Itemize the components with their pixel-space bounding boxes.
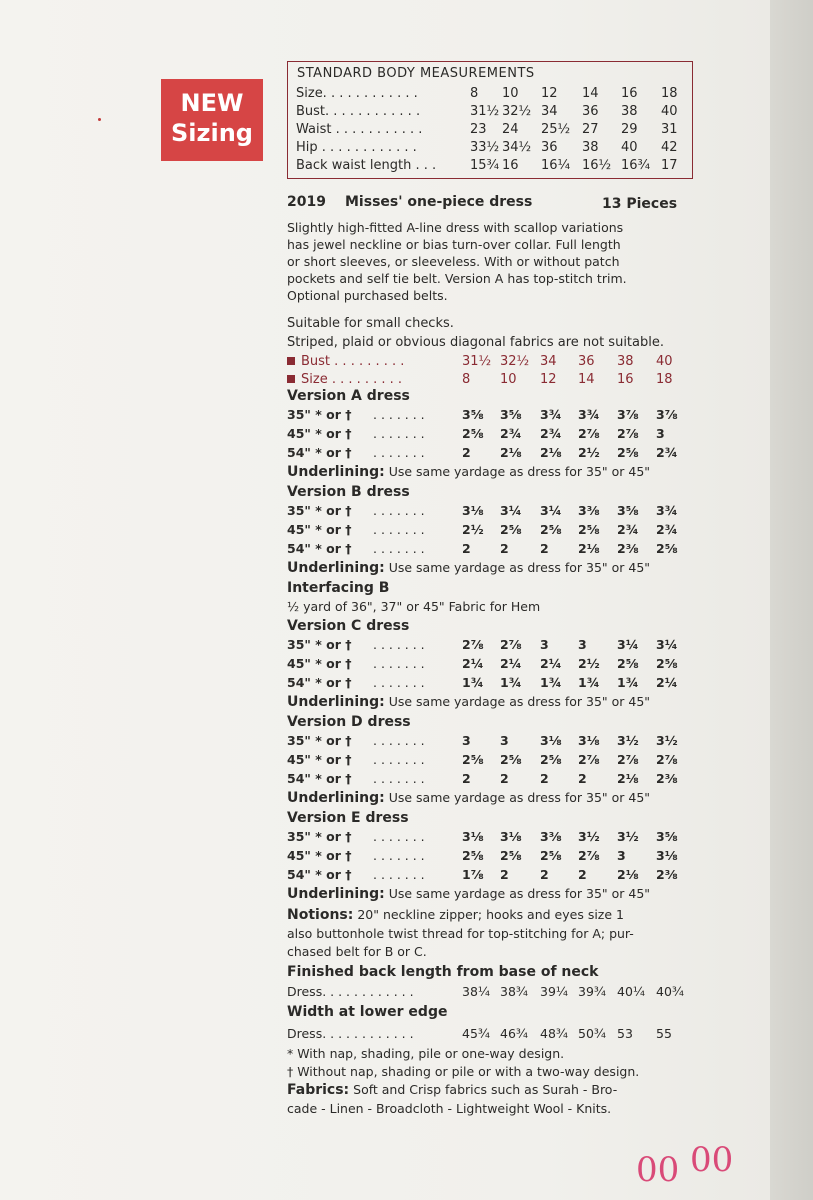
yardage-value: 3⅛	[462, 503, 484, 518]
version-note: ½ yard of 36", 37" or 45" Fabric for Hem	[287, 599, 541, 614]
yardage-value: 2⅞	[578, 848, 600, 863]
pattern-number: 2019	[287, 194, 326, 210]
yardage-value: 2	[462, 445, 471, 460]
yardage-value: 2⅝	[540, 848, 562, 863]
yardage-value: 3	[500, 733, 509, 748]
yardage-label: 35" * or †	[287, 829, 352, 844]
underlining-label: Underlining:	[287, 886, 385, 902]
description-line: has jewel neckline or bias turn-over collar. Full length	[287, 237, 621, 252]
pattern-pieces: 13 Pieces	[602, 196, 678, 212]
std-value: 14	[582, 86, 599, 101]
yardage-value: 2½	[578, 656, 600, 671]
yardage-value: 2⅛	[540, 445, 562, 460]
yardage-value: 2⅝	[462, 752, 484, 767]
width-value: 50¾	[578, 1026, 607, 1041]
dot-leader: . . . . . . .	[373, 675, 425, 690]
yardage-value: 3⅞	[656, 407, 678, 422]
yardage-value: 2⅜	[617, 541, 639, 556]
finished-value: 39¾	[578, 984, 607, 999]
yardage-value: 3	[578, 637, 587, 652]
yardage-value: 3¼	[617, 637, 639, 652]
std-row-label: Back waist length . . .	[296, 158, 437, 173]
yardage-value: 2⅝	[656, 541, 678, 556]
underlining-text: Use same yardage as dress for 35" or 45"	[384, 694, 651, 709]
fabrics-label: Fabrics:	[287, 1082, 350, 1098]
yardage-label: 45" * or †	[287, 848, 352, 863]
yardage-label: 35" * or †	[287, 733, 352, 748]
yardage-value: 2½	[578, 445, 600, 460]
std-value: 16¼	[541, 158, 571, 173]
std-value: 12	[541, 86, 558, 101]
version-title: Interfacing B	[287, 580, 390, 596]
yardage-value: 2⅝	[500, 522, 522, 537]
finished-value: 38¾	[500, 984, 529, 999]
std-value: 24	[502, 122, 519, 137]
fabrics-text: Soft and Crisp fabrics such as Surah - Bro-	[349, 1082, 618, 1097]
pen-mark-2: 00	[690, 1140, 734, 1180]
badge-line-1: NEW	[180, 89, 244, 117]
footnote: † Without nap, shading or pile or with a two-way design.	[287, 1064, 640, 1079]
red-dot	[98, 118, 101, 121]
yardage-value: 2⅞	[462, 637, 484, 652]
yardage-value: 1¾	[617, 675, 639, 690]
std-row-label: Bust. . . . . . . . . . . .	[296, 104, 421, 119]
std-row-label: Hip . . . . . . . . . . . .	[296, 140, 417, 155]
yardage-value: 3⅛	[500, 829, 522, 844]
yardage-value: 3⅛	[578, 733, 600, 748]
underlining-label: Underlining:	[287, 694, 385, 710]
yardage-value: 2¼	[500, 656, 522, 671]
description-line: pockets and self tie belt. Version A has top-stitch trim.	[287, 271, 627, 286]
yardage-value: 1¾	[578, 675, 600, 690]
std-value: 36	[541, 140, 558, 155]
yardage-value: 2½	[462, 522, 484, 537]
yardage-value: 2¼	[656, 675, 678, 690]
std-value: 27	[582, 122, 599, 137]
width-value: 48¾	[540, 1026, 569, 1041]
yardage-value: 3⅛	[462, 829, 484, 844]
size-header-value: 38	[617, 354, 634, 369]
yardage-value: 2⅝	[462, 426, 484, 441]
yardage-value: 2⅝	[656, 656, 678, 671]
yardage-value: 3½	[617, 829, 639, 844]
std-value: 36	[582, 104, 599, 119]
std-value: 16	[502, 158, 519, 173]
dot-leader: . . . . . . .	[373, 829, 425, 844]
yardage-value: 2⅛	[578, 541, 600, 556]
std-value: 8	[470, 86, 479, 101]
yardage-label: 35" * or †	[287, 503, 352, 518]
yardage-value: 2	[500, 541, 509, 556]
width-value: 46¾	[500, 1026, 529, 1041]
yardage-value: 2	[540, 541, 549, 556]
finished-value: 38¼	[462, 984, 491, 999]
underlining-line	[287, 694, 650, 710]
std-value: 38	[582, 140, 599, 155]
yardage-value: 1⅞	[462, 867, 484, 882]
std-value: 42	[661, 140, 678, 155]
description-line: Optional purchased belts.	[287, 288, 448, 303]
dot-leader: . . . . . . .	[373, 407, 425, 422]
yardage-value: 3⅛	[656, 848, 678, 863]
size-header-value: 18	[656, 372, 673, 387]
yardage-label: 54" * or †	[287, 771, 352, 786]
underlining-label: Underlining:	[287, 464, 385, 480]
badge-line-2: Sizing	[171, 119, 253, 147]
yardage-value: 2	[540, 867, 549, 882]
notions-line: also buttonhole twist thread for top-stitching for A; pur-	[287, 926, 634, 941]
finished-label: Dress. . . . . . . . . . . .	[287, 984, 414, 999]
yardage-value: 2⅞	[578, 752, 600, 767]
std-value: 25½	[541, 122, 571, 137]
width-value: 55	[656, 1026, 672, 1041]
yardage-value: 3½	[617, 733, 639, 748]
width-title: Width at lower edge	[287, 1004, 448, 1020]
size-header-label: Size . . . . . . . . .	[287, 372, 402, 387]
underlining-text: Use same yardage as dress for 35" or 45"	[384, 886, 651, 901]
yardage-value: 1¾	[500, 675, 522, 690]
pen-mark-1: 00	[636, 1150, 680, 1190]
finished-value: 39¼	[540, 984, 569, 999]
yardage-value: 2⅜	[656, 771, 678, 786]
std-value: 31½	[470, 104, 500, 119]
size-header-value: 36	[578, 354, 595, 369]
dot-leader: . . . . . . .	[373, 848, 425, 863]
yardage-value: 2⅞	[500, 637, 522, 652]
yardage-value: 2⅞	[617, 752, 639, 767]
footnote: * With nap, shading, pile or one-way design.	[287, 1046, 565, 1061]
yardage-value: 2¼	[540, 656, 562, 671]
fabrics-line: cade - Linen - Broadcloth - Lightweight Wool - Knits.	[287, 1101, 612, 1116]
yardage-value: 3½	[656, 733, 678, 748]
yardage-value: 2⅝	[540, 752, 562, 767]
notions-line	[287, 907, 624, 923]
std-value: 15¾	[470, 158, 500, 173]
yardage-label: 54" * or †	[287, 675, 352, 690]
std-value: 33½	[470, 140, 500, 155]
yardage-value: 3	[617, 848, 626, 863]
std-value: 16¾	[621, 158, 651, 173]
yardage-value: 2⅝	[617, 445, 639, 460]
yardage-value: 3¼	[540, 503, 562, 518]
size-header-value: 16	[617, 372, 634, 387]
yardage-value: 2¾	[540, 426, 562, 441]
size-header-value: 31½	[462, 354, 492, 369]
dot-leader: . . . . . . .	[373, 426, 425, 441]
version-title: Version B dress	[287, 484, 410, 500]
underlining-label: Underlining:	[287, 790, 385, 806]
version-title: Version D dress	[287, 714, 411, 730]
dot-leader: . . . . . . .	[373, 503, 425, 518]
not-suitable-note: Striped, plaid or obvious diagonal fabrics are not suitable.	[287, 335, 664, 350]
width-value: 45¾	[462, 1026, 491, 1041]
yardage-label: 54" * or †	[287, 541, 352, 556]
version-title: Version A dress	[287, 388, 410, 404]
yardage-label: 35" * or †	[287, 637, 352, 652]
underlining-text: Use same yardage as dress for 35" or 45"	[384, 790, 651, 805]
yardage-value: 3⅜	[540, 829, 562, 844]
yardage-value: 3¾	[540, 407, 562, 422]
underlining-text: Use same yardage as dress for 35" or 45"	[384, 560, 651, 575]
width-label: Dress. . . . . . . . . . . .	[287, 1026, 414, 1041]
yardage-label: 45" * or †	[287, 522, 352, 537]
size-header-value: 34	[540, 354, 557, 369]
size-header-value: 8	[462, 372, 471, 387]
yardage-value: 3½	[578, 829, 600, 844]
yardage-value: 2⅞	[617, 426, 639, 441]
yardage-value: 2⅞	[578, 426, 600, 441]
yardage-value: 2	[500, 771, 509, 786]
yardage-value: 2⅜	[656, 867, 678, 882]
yardage-value: 3⅞	[617, 407, 639, 422]
std-value: 10	[502, 86, 519, 101]
yardage-value: 3⅝	[500, 407, 522, 422]
yardage-value: 2	[540, 771, 549, 786]
std-value: 23	[470, 122, 487, 137]
std-value: 40	[661, 104, 678, 119]
dot-leader: . . . . . . .	[373, 522, 425, 537]
suitable-note: Suitable for small checks.	[287, 316, 454, 331]
yardage-value: 2	[578, 771, 587, 786]
finished-value: 40¾	[656, 984, 685, 999]
yardage-value: 3¼	[656, 637, 678, 652]
underlining-line	[287, 464, 650, 480]
yardage-value: 2⅞	[656, 752, 678, 767]
size-header-value: 10	[500, 372, 517, 387]
dot-leader: . . . . . . .	[373, 771, 425, 786]
yardage-label: 54" * or †	[287, 445, 352, 460]
new-sizing-badge	[161, 79, 263, 161]
yardage-value: 2⅛	[617, 771, 639, 786]
yardage-value: 2	[462, 771, 471, 786]
version-title: Version E dress	[287, 810, 409, 826]
std-value: 38	[621, 104, 638, 119]
dot-leader: . . . . . . .	[373, 637, 425, 652]
underlining-line	[287, 886, 650, 902]
yardage-label: 45" * or †	[287, 752, 352, 767]
std-row-label: Waist . . . . . . . . . . .	[296, 122, 423, 137]
finished-title: Finished back length from base of neck	[287, 964, 599, 980]
version-title: Version C dress	[287, 618, 410, 634]
notions-line: chased belt for B or C.	[287, 944, 427, 959]
dot-leader: . . . . . . .	[373, 541, 425, 556]
pattern-name: Misses' one-piece dress	[345, 194, 533, 210]
yardage-value: 2	[500, 867, 509, 882]
dot-leader: . . . . . . .	[373, 445, 425, 460]
yardage-value: 1¾	[540, 675, 562, 690]
size-header-value: 40	[656, 354, 673, 369]
dot-leader: . . . . . . .	[373, 733, 425, 748]
yardage-value: 3¾	[656, 503, 678, 518]
std-value: 18	[661, 86, 678, 101]
underlining-line	[287, 560, 650, 576]
std-value: 34	[541, 104, 558, 119]
yardage-value: 2⅛	[617, 867, 639, 882]
yardage-value: 3	[540, 637, 549, 652]
finished-value: 40¼	[617, 984, 646, 999]
dot-leader: . . . . . . .	[373, 656, 425, 671]
std-value: 16	[621, 86, 638, 101]
size-header-value: 14	[578, 372, 595, 387]
size-header-label: Bust . . . . . . . . .	[287, 354, 404, 369]
yardage-value: 2¾	[617, 522, 639, 537]
bullet-square	[287, 357, 295, 365]
yardage-value: 2¾	[656, 445, 678, 460]
yardage-value: 3⅝	[462, 407, 484, 422]
notions-label: Notions:	[287, 907, 354, 923]
yardage-value: 2¾	[500, 426, 522, 441]
std-value: 16½	[582, 158, 612, 173]
underlining-label: Underlining:	[287, 560, 385, 576]
yardage-label: 54" * or †	[287, 867, 352, 882]
underlining-text: Use same yardage as dress for 35" or 45"	[384, 464, 651, 479]
size-header-value: 12	[540, 372, 557, 387]
std-row-label: Size. . . . . . . . . . . .	[296, 86, 418, 101]
yardage-value: 2	[578, 867, 587, 882]
yardage-value: 1¾	[462, 675, 484, 690]
std-value: 32½	[502, 104, 532, 119]
yardage-value: 3⅛	[540, 733, 562, 748]
std-value: 40	[621, 140, 638, 155]
envelope-edge	[770, 0, 813, 1200]
yardage-label: 35" * or †	[287, 407, 352, 422]
yardage-value: 2⅛	[500, 445, 522, 460]
yardage-value: 3¼	[500, 503, 522, 518]
fabrics-line	[287, 1082, 617, 1098]
description-line: Slightly high-fitted A-line dress with scallop variations	[287, 220, 624, 235]
yardage-value: 2⅝	[500, 848, 522, 863]
yardage-value: 3¾	[578, 407, 600, 422]
yardage-value: 2⅝	[578, 522, 600, 537]
std-value: 17	[661, 158, 678, 173]
std-value: 34½	[502, 140, 532, 155]
yardage-value: 2¼	[462, 656, 484, 671]
width-value: 53	[617, 1026, 633, 1041]
standard-measurements-title: STANDARD BODY MEASUREMENTS	[297, 66, 535, 81]
underlining-line	[287, 790, 650, 806]
yardage-value: 3⅝	[617, 503, 639, 518]
bullet-square	[287, 375, 295, 383]
yardage-value: 2⅝	[462, 848, 484, 863]
std-value: 29	[621, 122, 638, 137]
size-header-value: 32½	[500, 354, 530, 369]
std-value: 31	[661, 122, 678, 137]
yardage-value: 2	[462, 541, 471, 556]
yardage-value: 3⅝	[656, 829, 678, 844]
yardage-value: 3⅜	[578, 503, 600, 518]
dot-leader: . . . . . . .	[373, 867, 425, 882]
yardage-label: 45" * or †	[287, 656, 352, 671]
yardage-value: 2⅝	[500, 752, 522, 767]
yardage-value: 3	[462, 733, 471, 748]
yardage-label: 45" * or †	[287, 426, 352, 441]
yardage-value: 3	[656, 426, 665, 441]
yardage-value: 2¾	[656, 522, 678, 537]
yardage-value: 2⅝	[617, 656, 639, 671]
dot-leader: . . . . . . .	[373, 752, 425, 767]
description-line: or short sleeves, or sleeveless. With or without patch	[287, 254, 620, 269]
yardage-value: 2⅝	[540, 522, 562, 537]
notions-text: 20" neckline zipper; hooks and eyes size 1	[353, 907, 624, 922]
